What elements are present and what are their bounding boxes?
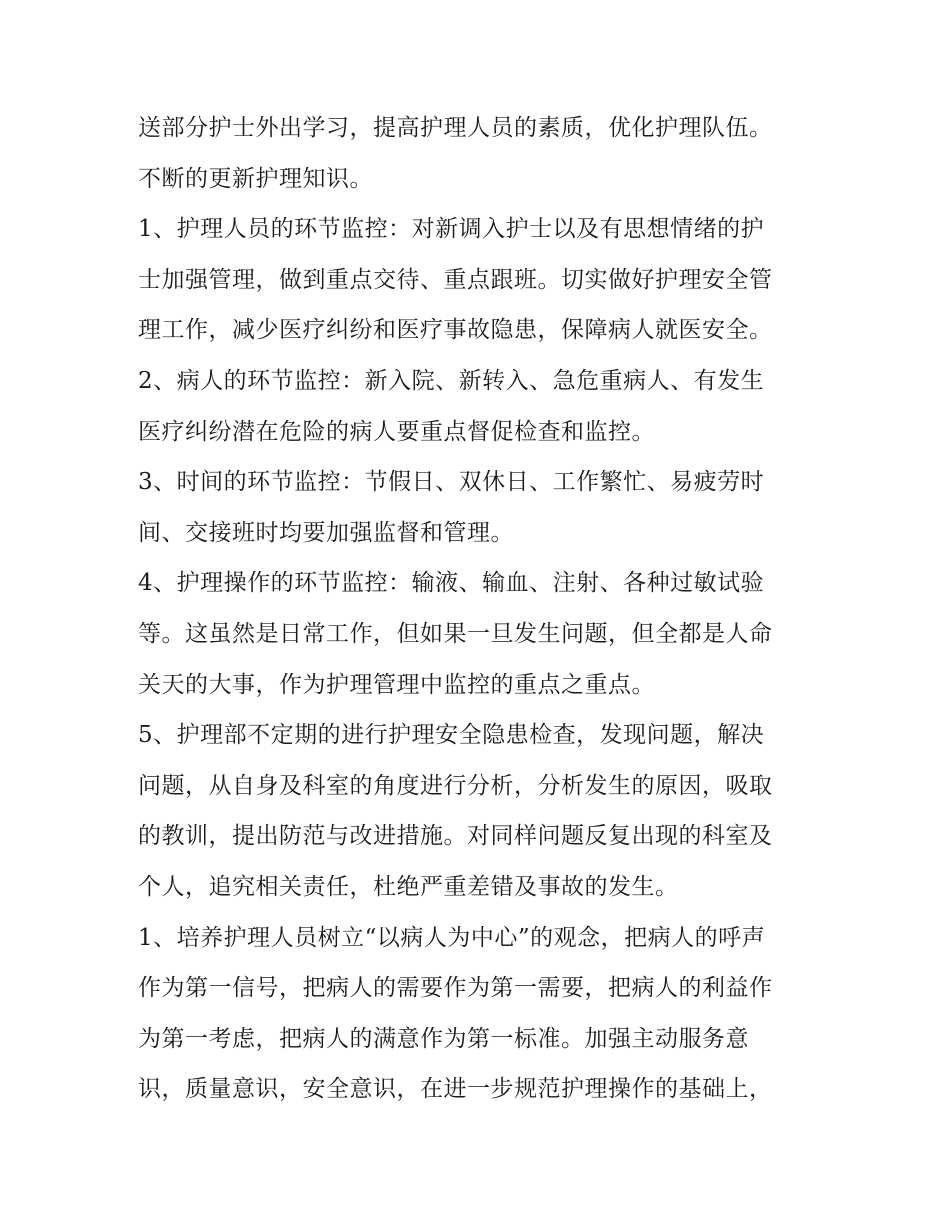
- text-line-4: 士加强管理，做到重点交待、重点跟班。切实做好护理安全管: [138, 266, 773, 293]
- text-line-7: 医疗纠纷潜在危险的病人要重点督促检查和监控。: [138, 418, 655, 445]
- text-line-14: 问题，从自身及科室的角度进行分析，分析发生的原因，吸取: [138, 772, 773, 799]
- text-line-12: 关天的大事，作为护理管理中监控的重点之重点。: [138, 671, 655, 698]
- text-line-1: 送部分护士外出学习，提高护理人员的素质，优化护理队伍。: [138, 115, 773, 141]
- text-line-18: 作为第一信号，把病人的需要作为第一需要，把病人的利益作: [138, 975, 773, 1002]
- text-line-10: 4、护理操作的环节监控：输液、输血、注射、各种过敏试验: [138, 570, 765, 597]
- text-line-9: 间、交接班时均要加强监督和管理。: [138, 519, 514, 546]
- text-line-17: 1、培养护理人员树立“以病人为中心”的观念，把病人的呼声: [138, 924, 766, 951]
- text-line-20: 识，质量意识，安全意识，在进一步规范护理操作的基础上，: [138, 1076, 773, 1103]
- text-line-5: 理工作，减少医疗纠纷和医疗事故隐患，保障病人就医安全。: [138, 317, 773, 344]
- text-line-6: 2、病人的环节监控：新入院、新转入、急危重病人、有发生: [138, 367, 765, 394]
- text-line-3: 1、护理人员的环节监控：对新调入护士以及有思想情绪的护: [138, 216, 765, 243]
- text-line-2: 不断的更新护理知识。: [138, 165, 373, 192]
- text-line-11: 等。这虽然是日常工作，但如果一旦发生问题，但全都是人命: [138, 620, 773, 647]
- text-line-13: 5、护理部不定期的进行护理安全隐患检查，发现问题，解决: [138, 722, 765, 749]
- text-line-8: 3、时间的环节监控：节假日、双休日、工作繁忙、易疲劳时: [138, 469, 765, 496]
- text-line-16: 个人，追究相关责任，杜绝严重差错及事故的发生。: [138, 873, 679, 900]
- text-line-15: 的教训，提出防范与改进措施。对同样问题反复出现的科室及: [138, 823, 773, 850]
- text-line-19: 为第一考虑，把病人的满意作为第一标准。加强主动服务意: [138, 1025, 749, 1052]
- document-body: [138, 103, 838, 1115]
